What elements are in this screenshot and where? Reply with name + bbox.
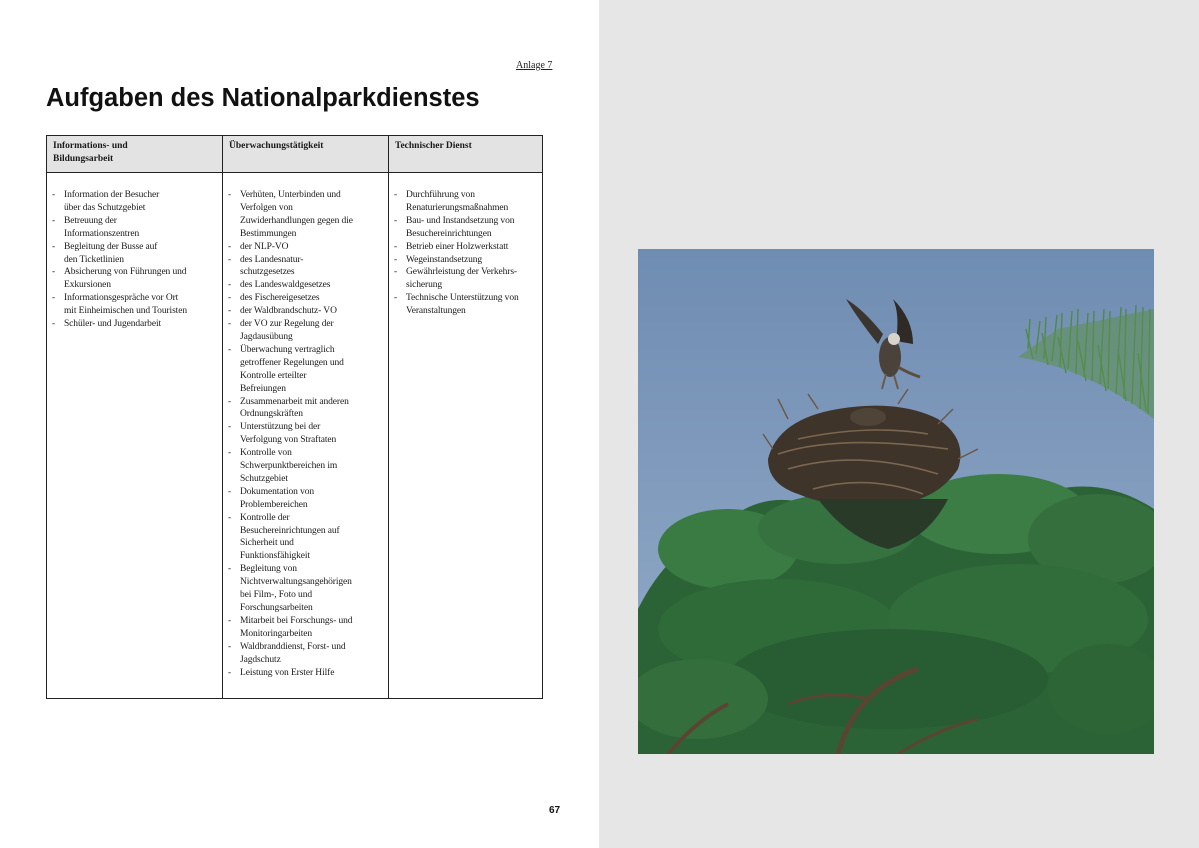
task-item-line: der NLP-VO xyxy=(240,241,289,252)
task-item-line: Zuwiderhandlungen gegen die xyxy=(240,215,353,226)
task-item-line: Veranstaltungen xyxy=(406,306,466,317)
task-item-line: Leistung von Erster Hilfe xyxy=(240,667,335,678)
task-item xyxy=(227,563,384,615)
task-item-line: getroffener Regelungen und xyxy=(240,357,344,368)
task-item-line: sicherung xyxy=(406,280,443,291)
task-item-line: Nichtverwaltungsangehörigen xyxy=(240,577,352,588)
task-item-line: Technische Unterstützung von xyxy=(406,293,519,304)
task-item-line: Wegeinstandsetzung xyxy=(406,254,483,265)
column-technical xyxy=(389,173,543,699)
task-item xyxy=(227,641,384,667)
page-number: 67 xyxy=(549,805,561,816)
task-item-line: Information der Besucher xyxy=(64,190,160,200)
task-list-education xyxy=(51,189,218,331)
column-header-line: Überwachungstätigkeit xyxy=(229,141,324,151)
task-item-line: der Waldbrandschutz- VO xyxy=(240,306,337,317)
task-item xyxy=(51,241,218,267)
task-item-line: bei Film-, Foto und xyxy=(240,590,312,601)
task-item-line: Kontrolle der xyxy=(240,512,290,523)
task-item-line: Schwerpunktbereichen im xyxy=(240,461,338,472)
annex-label: Anlage 7 xyxy=(516,60,553,71)
task-item-line: Überwachung vertraglich xyxy=(240,344,335,355)
task-item-line: Informationszentren xyxy=(64,228,140,239)
page-title: Aufgaben des Nationalparkdienstes xyxy=(46,84,480,112)
task-list-surveillance xyxy=(227,189,384,679)
task-item-line: Monitoringarbeiten xyxy=(240,628,313,639)
task-item xyxy=(227,305,384,318)
column-surveillance xyxy=(223,173,389,699)
column-header-technical xyxy=(389,136,543,173)
task-item-line: des Landesnatur- xyxy=(240,254,304,265)
task-item-line: Kontrolle von xyxy=(240,448,292,459)
task-item xyxy=(393,292,538,318)
task-item xyxy=(393,241,538,254)
task-item xyxy=(227,241,384,254)
task-item xyxy=(393,215,538,241)
task-item xyxy=(227,667,384,680)
task-list-technical xyxy=(393,189,538,318)
task-item-line: Schutzgebiet xyxy=(240,473,288,484)
column-education xyxy=(47,173,223,699)
task-item-line: Besuchereinrichtungen xyxy=(406,228,492,239)
task-item xyxy=(227,254,384,280)
task-item-line: Absicherung von Führungen und xyxy=(64,267,187,278)
task-item xyxy=(393,254,538,267)
task-item-line: Besuchereinrichtungen auf xyxy=(240,525,340,536)
task-item-line: Begleitung von xyxy=(240,564,297,575)
task-item xyxy=(51,189,218,215)
task-item-line: Gewährleistung der Verkehrs- xyxy=(406,267,517,278)
task-item-line: Verfolgung von Straftaten xyxy=(240,435,337,446)
task-item-line: Ordnungskräften xyxy=(240,409,303,420)
task-item xyxy=(227,615,384,641)
task-item-line: Bestimmungen xyxy=(240,228,297,239)
column-header-line: Informations- und xyxy=(53,141,128,151)
table-header-row xyxy=(47,136,543,173)
task-item xyxy=(51,292,218,318)
task-item xyxy=(51,318,218,331)
task-item xyxy=(227,486,384,512)
task-item xyxy=(393,189,538,215)
task-item-line: Sicherheit und xyxy=(240,538,294,549)
task-item xyxy=(227,279,384,292)
task-item-line: Jagdausübung xyxy=(240,331,293,342)
task-item-line: Schüler- und Jugendarbeit xyxy=(64,319,162,330)
task-item-line: des Landeswaldgesetzes xyxy=(240,280,331,291)
task-item xyxy=(227,447,384,486)
task-item-line: schutzgesetzes xyxy=(240,267,295,278)
column-header-surveillance xyxy=(223,136,389,173)
task-item-line: Verfolgen von xyxy=(240,202,293,213)
task-item-line: Forschungsarbeiten xyxy=(240,603,313,613)
task-item-line: Unterstützung bei der xyxy=(240,422,321,433)
task-item xyxy=(393,266,538,292)
task-item-line: der VO zur Regelung der xyxy=(240,319,334,330)
task-item xyxy=(227,396,384,422)
left-page xyxy=(0,0,599,848)
table-body-row xyxy=(47,173,543,699)
task-item-line: Renaturierungsmaßnahmen xyxy=(406,202,509,213)
task-item xyxy=(227,318,384,344)
task-item xyxy=(51,266,218,292)
task-item-line: Problembereichen xyxy=(240,499,308,510)
task-item-line: Durchführung von xyxy=(406,190,475,200)
task-item-line: über das Schutzgebiet xyxy=(64,202,146,213)
task-item xyxy=(227,421,384,447)
task-item-line: Funktionsfähigkeit xyxy=(240,551,310,562)
column-header-education xyxy=(47,136,223,173)
task-item-line: Befreiungen xyxy=(240,383,286,394)
task-item xyxy=(227,512,384,564)
task-item-line: den Ticketlinien xyxy=(64,254,124,265)
task-item-line: Mitarbeit bei Forschungs- und xyxy=(240,615,353,626)
task-item-line: Zusammenarbeit mit anderen xyxy=(240,396,349,407)
task-item-line: Waldbranddienst, Forst- und xyxy=(240,641,346,652)
task-item-line: Verhüten, Unterbinden und xyxy=(240,190,341,200)
task-item xyxy=(227,344,384,396)
task-item xyxy=(227,189,384,241)
task-item-line: Informationsgespräche vor Ort xyxy=(64,293,179,304)
task-item-line: Bau- und Instandsetzung von xyxy=(406,215,515,226)
task-item-line: Betrieb einer Holzwerkstatt xyxy=(406,241,509,252)
task-item-line: Kontrolle erteilter xyxy=(240,370,307,381)
task-item-line: Betreuung der xyxy=(64,215,117,226)
task-item xyxy=(227,292,384,305)
task-item xyxy=(51,215,218,241)
task-item-line: Jagdschutz xyxy=(240,654,281,665)
task-item-line: des Fischereigesetzes xyxy=(240,293,320,304)
osprey-nest-photo xyxy=(638,249,1154,754)
column-header-line: Bildungsarbeit xyxy=(53,154,114,164)
column-header-line: Technischer Dienst xyxy=(395,141,472,151)
task-item-line: mit Einheimischen und Touristen xyxy=(64,306,187,317)
task-item-line: Begleitung der Busse auf xyxy=(64,241,158,252)
task-item-line: Dokumentation von xyxy=(240,486,315,497)
task-item-line: Exkursionen xyxy=(64,280,111,291)
tasks-table xyxy=(46,135,543,699)
